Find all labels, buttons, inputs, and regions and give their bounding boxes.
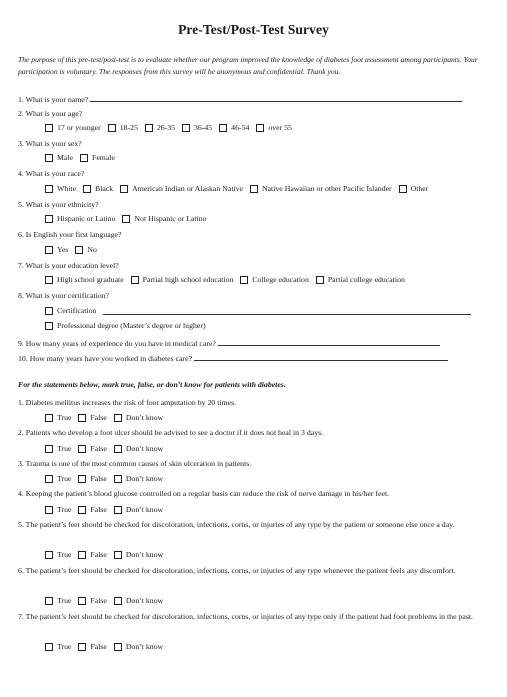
option-17-or-younger[interactable] xyxy=(45,123,101,133)
option-18-25[interactable] xyxy=(108,123,138,133)
option-label: False xyxy=(90,474,107,483)
sex-options xyxy=(45,153,120,165)
checkbox[interactable] xyxy=(78,445,86,453)
checkbox[interactable] xyxy=(45,414,53,422)
checkbox[interactable] xyxy=(114,643,122,651)
option-label: over 55 xyxy=(268,123,292,132)
education-options xyxy=(45,275,410,287)
option-label: True xyxy=(57,596,72,605)
checkbox[interactable] xyxy=(120,185,128,193)
option-label: Other xyxy=(410,184,429,193)
checkbox[interactable] xyxy=(78,414,86,422)
option-not-hispanic[interactable] xyxy=(122,214,206,224)
checkbox[interactable] xyxy=(182,124,190,132)
statement-1-options xyxy=(45,413,168,425)
checkbox[interactable] xyxy=(45,154,53,162)
option-label: True xyxy=(57,444,72,453)
option-label: No xyxy=(87,245,97,254)
question-label: 8. What is your certification? xyxy=(18,291,110,300)
option-label: 17 or younger xyxy=(57,123,101,132)
statement-2-options xyxy=(45,444,168,456)
question-label: 9. How many years of experience do you have in medical care? xyxy=(18,339,216,348)
checkbox[interactable] xyxy=(122,215,130,223)
option-dont-know[interactable] xyxy=(114,413,163,423)
checkbox[interactable] xyxy=(45,551,53,559)
option-no[interactable] xyxy=(75,245,97,255)
option-label: Don’t know xyxy=(125,413,164,422)
checkbox[interactable] xyxy=(131,276,139,284)
question-age xyxy=(18,109,82,119)
option-false[interactable] xyxy=(78,444,106,454)
question-label: 5. What is your ethnicity? xyxy=(18,200,99,209)
page-title: Pre-Test/Post-Test Survey xyxy=(178,22,329,37)
option-true[interactable] xyxy=(45,444,71,454)
question-label: 6. Is English your first language? xyxy=(18,230,122,239)
question-english xyxy=(18,230,122,240)
statement-5: 5. The patient’s feet should be checked for discoloration, infections, corns, or injuries of any type by the patient or someone else once a day. xyxy=(18,520,455,529)
option-label: High school graduate xyxy=(57,275,124,284)
checkbox[interactable] xyxy=(78,551,86,559)
checkbox[interactable] xyxy=(114,414,122,422)
question-label: 4. What is your race? xyxy=(18,169,85,178)
question-sex xyxy=(18,139,82,149)
checkbox[interactable] xyxy=(83,185,91,193)
checkbox[interactable] xyxy=(316,276,324,284)
checkbox[interactable] xyxy=(45,322,53,330)
question-ethnicity xyxy=(18,200,99,210)
question-label: 1. What is your name? xyxy=(18,95,89,104)
checkbox[interactable] xyxy=(114,597,122,605)
option-black[interactable] xyxy=(83,184,113,194)
professional-degree-option xyxy=(45,321,211,333)
option-label: Don’t know xyxy=(125,444,164,453)
option-dont-know[interactable] xyxy=(114,550,163,560)
checkbox[interactable] xyxy=(114,506,122,514)
option-false[interactable] xyxy=(78,413,106,423)
option-false[interactable] xyxy=(78,642,106,652)
checkbox[interactable] xyxy=(114,551,122,559)
question-years-diabetes xyxy=(18,352,448,364)
intro-paragraph: The purpose of this pre-test/post-test is to evaluate whether our program improved the knowledge of diabetes foot assessment among participants. Your participation is voluntary. The responses from this survey will be anonymous and confidential. Thank you. xyxy=(18,55,478,76)
option-label: Black xyxy=(95,184,114,193)
question-label: 10. How many years have you worked in diabetes care? xyxy=(18,354,193,363)
option-label: Partial college education xyxy=(327,275,405,284)
checkbox[interactable] xyxy=(78,475,86,483)
option-dont-know[interactable] xyxy=(114,474,163,484)
checkbox[interactable] xyxy=(78,506,86,514)
option-white[interactable] xyxy=(45,184,76,194)
statement-4: 4. Keeping the patient’s blood glucose controlled on a regular basis can reduce the risk of nerve damage in his/her feet. xyxy=(18,489,390,498)
option-label: False xyxy=(90,505,107,514)
checkbox[interactable] xyxy=(114,475,122,483)
option-label: 18-25 xyxy=(119,123,138,132)
option-professional-degree[interactable] xyxy=(45,321,206,331)
statement-6: 6. The patient’s feet should be checked for discoloration, infections, corns, or injuries of any type whenever the patient feels any discomfort. xyxy=(18,566,456,575)
option-certification[interactable] xyxy=(45,306,96,316)
option-label: Partial high school education xyxy=(142,275,234,284)
option-label: True xyxy=(57,413,72,422)
option-label: Native Hawaiian or other Pacific Islander xyxy=(261,184,392,193)
option-american-indian[interactable] xyxy=(120,184,243,194)
option-label: False xyxy=(90,444,107,453)
option-partial-college[interactable] xyxy=(316,275,405,285)
age-options xyxy=(45,123,297,135)
option-other[interactable] xyxy=(399,184,429,194)
option-label: College education xyxy=(252,275,309,284)
checkbox[interactable] xyxy=(45,215,53,223)
checkbox[interactable] xyxy=(399,185,407,193)
statement-6-options xyxy=(45,596,168,608)
checkbox[interactable] xyxy=(256,124,264,132)
certification-answer-line[interactable] xyxy=(103,306,471,315)
option-label: Male xyxy=(57,153,74,162)
years-medical-answer-line[interactable] xyxy=(218,337,440,346)
ethnicity-options xyxy=(45,214,212,226)
statement-3: 3. Trauma is one of the most common causes of skin ulceration in patients. xyxy=(18,459,252,468)
option-native-hawaiian[interactable] xyxy=(250,184,392,194)
option-label: Certification xyxy=(57,306,97,315)
option-label: Female xyxy=(91,153,115,162)
name-answer-line[interactable] xyxy=(90,93,462,102)
question-label: 2. What is your age? xyxy=(18,109,83,118)
option-label: 36-45 xyxy=(194,123,213,132)
option-partial-high-school[interactable] xyxy=(131,275,234,285)
statement-5-options xyxy=(45,550,168,562)
option-true[interactable] xyxy=(45,474,71,484)
option-false[interactable] xyxy=(78,505,106,515)
question-race xyxy=(18,169,84,179)
years-diabetes-answer-line[interactable] xyxy=(194,352,448,361)
option-26-35[interactable] xyxy=(145,123,175,133)
option-label: Don’t know xyxy=(125,550,164,559)
checkbox[interactable] xyxy=(45,506,53,514)
section-heading: For the statements below, mark true, false, or don’t know for patients with diabetes. xyxy=(18,380,286,389)
option-true[interactable] xyxy=(45,550,71,560)
checkbox[interactable] xyxy=(45,643,53,651)
option-label: Yes xyxy=(57,245,69,254)
option-false[interactable] xyxy=(78,596,106,606)
checkbox[interactable] xyxy=(108,124,116,132)
option-46-54[interactable] xyxy=(219,123,249,133)
option-label: True xyxy=(57,505,72,514)
option-true[interactable] xyxy=(45,413,71,423)
question-label: 3. What is your sex? xyxy=(18,139,82,148)
option-36-45[interactable] xyxy=(182,123,212,133)
checkbox[interactable] xyxy=(45,307,53,315)
option-label: True xyxy=(57,474,72,483)
option-label: Don’t know xyxy=(125,596,164,605)
checkbox[interactable] xyxy=(80,154,88,162)
checkbox[interactable] xyxy=(45,124,53,132)
statement-1: 1. Diabetes mellitus increases the risk of foot amputation by 20 times. xyxy=(18,398,237,407)
option-label: Hispanic or Latino xyxy=(57,214,116,223)
option-yes[interactable] xyxy=(45,245,68,255)
option-true[interactable] xyxy=(45,642,71,652)
statement-7: 7. The patient’s feet should be checked for discoloration, infections, corns, or injuries of any type only if the patient had foot problems in the past. xyxy=(18,612,473,621)
option-female[interactable] xyxy=(80,153,115,163)
option-label: Don’t know xyxy=(125,474,164,483)
checkbox[interactable] xyxy=(250,185,258,193)
checkbox[interactable] xyxy=(45,445,53,453)
option-over-55[interactable] xyxy=(256,123,292,133)
option-dont-know[interactable] xyxy=(114,444,163,454)
statement-3-options xyxy=(45,474,168,486)
option-label: True xyxy=(57,550,72,559)
checkbox[interactable] xyxy=(45,185,53,193)
option-true[interactable] xyxy=(45,505,71,515)
option-label: False xyxy=(90,413,107,422)
checkbox[interactable] xyxy=(145,124,153,132)
checkbox[interactable] xyxy=(240,276,248,284)
question-name xyxy=(18,93,462,105)
checkbox[interactable] xyxy=(45,276,53,284)
checkbox[interactable] xyxy=(78,597,86,605)
certification-option xyxy=(45,306,471,318)
option-college-education[interactable] xyxy=(240,275,309,285)
option-false[interactable] xyxy=(78,474,106,484)
option-hispanic[interactable] xyxy=(45,214,115,224)
option-label: Professional degree (Master’s degree or higher) xyxy=(57,321,206,330)
option-label: American Indian or Alaskan Native xyxy=(132,184,244,193)
statement-4-options xyxy=(45,505,168,517)
option-label: 26-35 xyxy=(156,123,176,132)
checkbox[interactable] xyxy=(114,445,122,453)
question-years-medical xyxy=(18,337,440,349)
option-label: Don’t know xyxy=(125,642,164,651)
option-high-school-graduate[interactable] xyxy=(45,275,124,285)
statement-2: 2. Patients who develop a foot ulcer should be advised to see a doctor if it does not heal in 3 days. xyxy=(18,428,324,437)
option-label: False xyxy=(90,550,107,559)
option-label: White xyxy=(57,184,77,193)
question-education xyxy=(18,261,119,271)
race-options xyxy=(45,184,433,196)
checkbox[interactable] xyxy=(78,643,86,651)
checkbox[interactable] xyxy=(45,475,53,483)
option-true[interactable] xyxy=(45,596,71,606)
option-label: Not Hispanic or Latino xyxy=(134,214,207,223)
option-dont-know[interactable] xyxy=(114,596,163,606)
checkbox[interactable] xyxy=(45,597,53,605)
option-dont-know[interactable] xyxy=(114,505,163,515)
checkbox[interactable] xyxy=(75,246,83,254)
checkbox[interactable] xyxy=(45,246,53,254)
option-label: Don’t know xyxy=(125,505,164,514)
checkbox[interactable] xyxy=(219,124,227,132)
option-label: 46-54 xyxy=(231,123,250,132)
option-false[interactable] xyxy=(78,550,106,560)
statement-7-options xyxy=(45,642,168,654)
option-label: True xyxy=(57,642,72,651)
question-certification xyxy=(18,291,109,301)
english-options xyxy=(45,245,102,257)
question-label: 7. What is your education level? xyxy=(18,261,119,270)
option-label: False xyxy=(90,642,107,651)
option-male[interactable] xyxy=(45,153,73,163)
option-label: False xyxy=(90,596,107,605)
option-dont-know[interactable] xyxy=(114,642,163,652)
